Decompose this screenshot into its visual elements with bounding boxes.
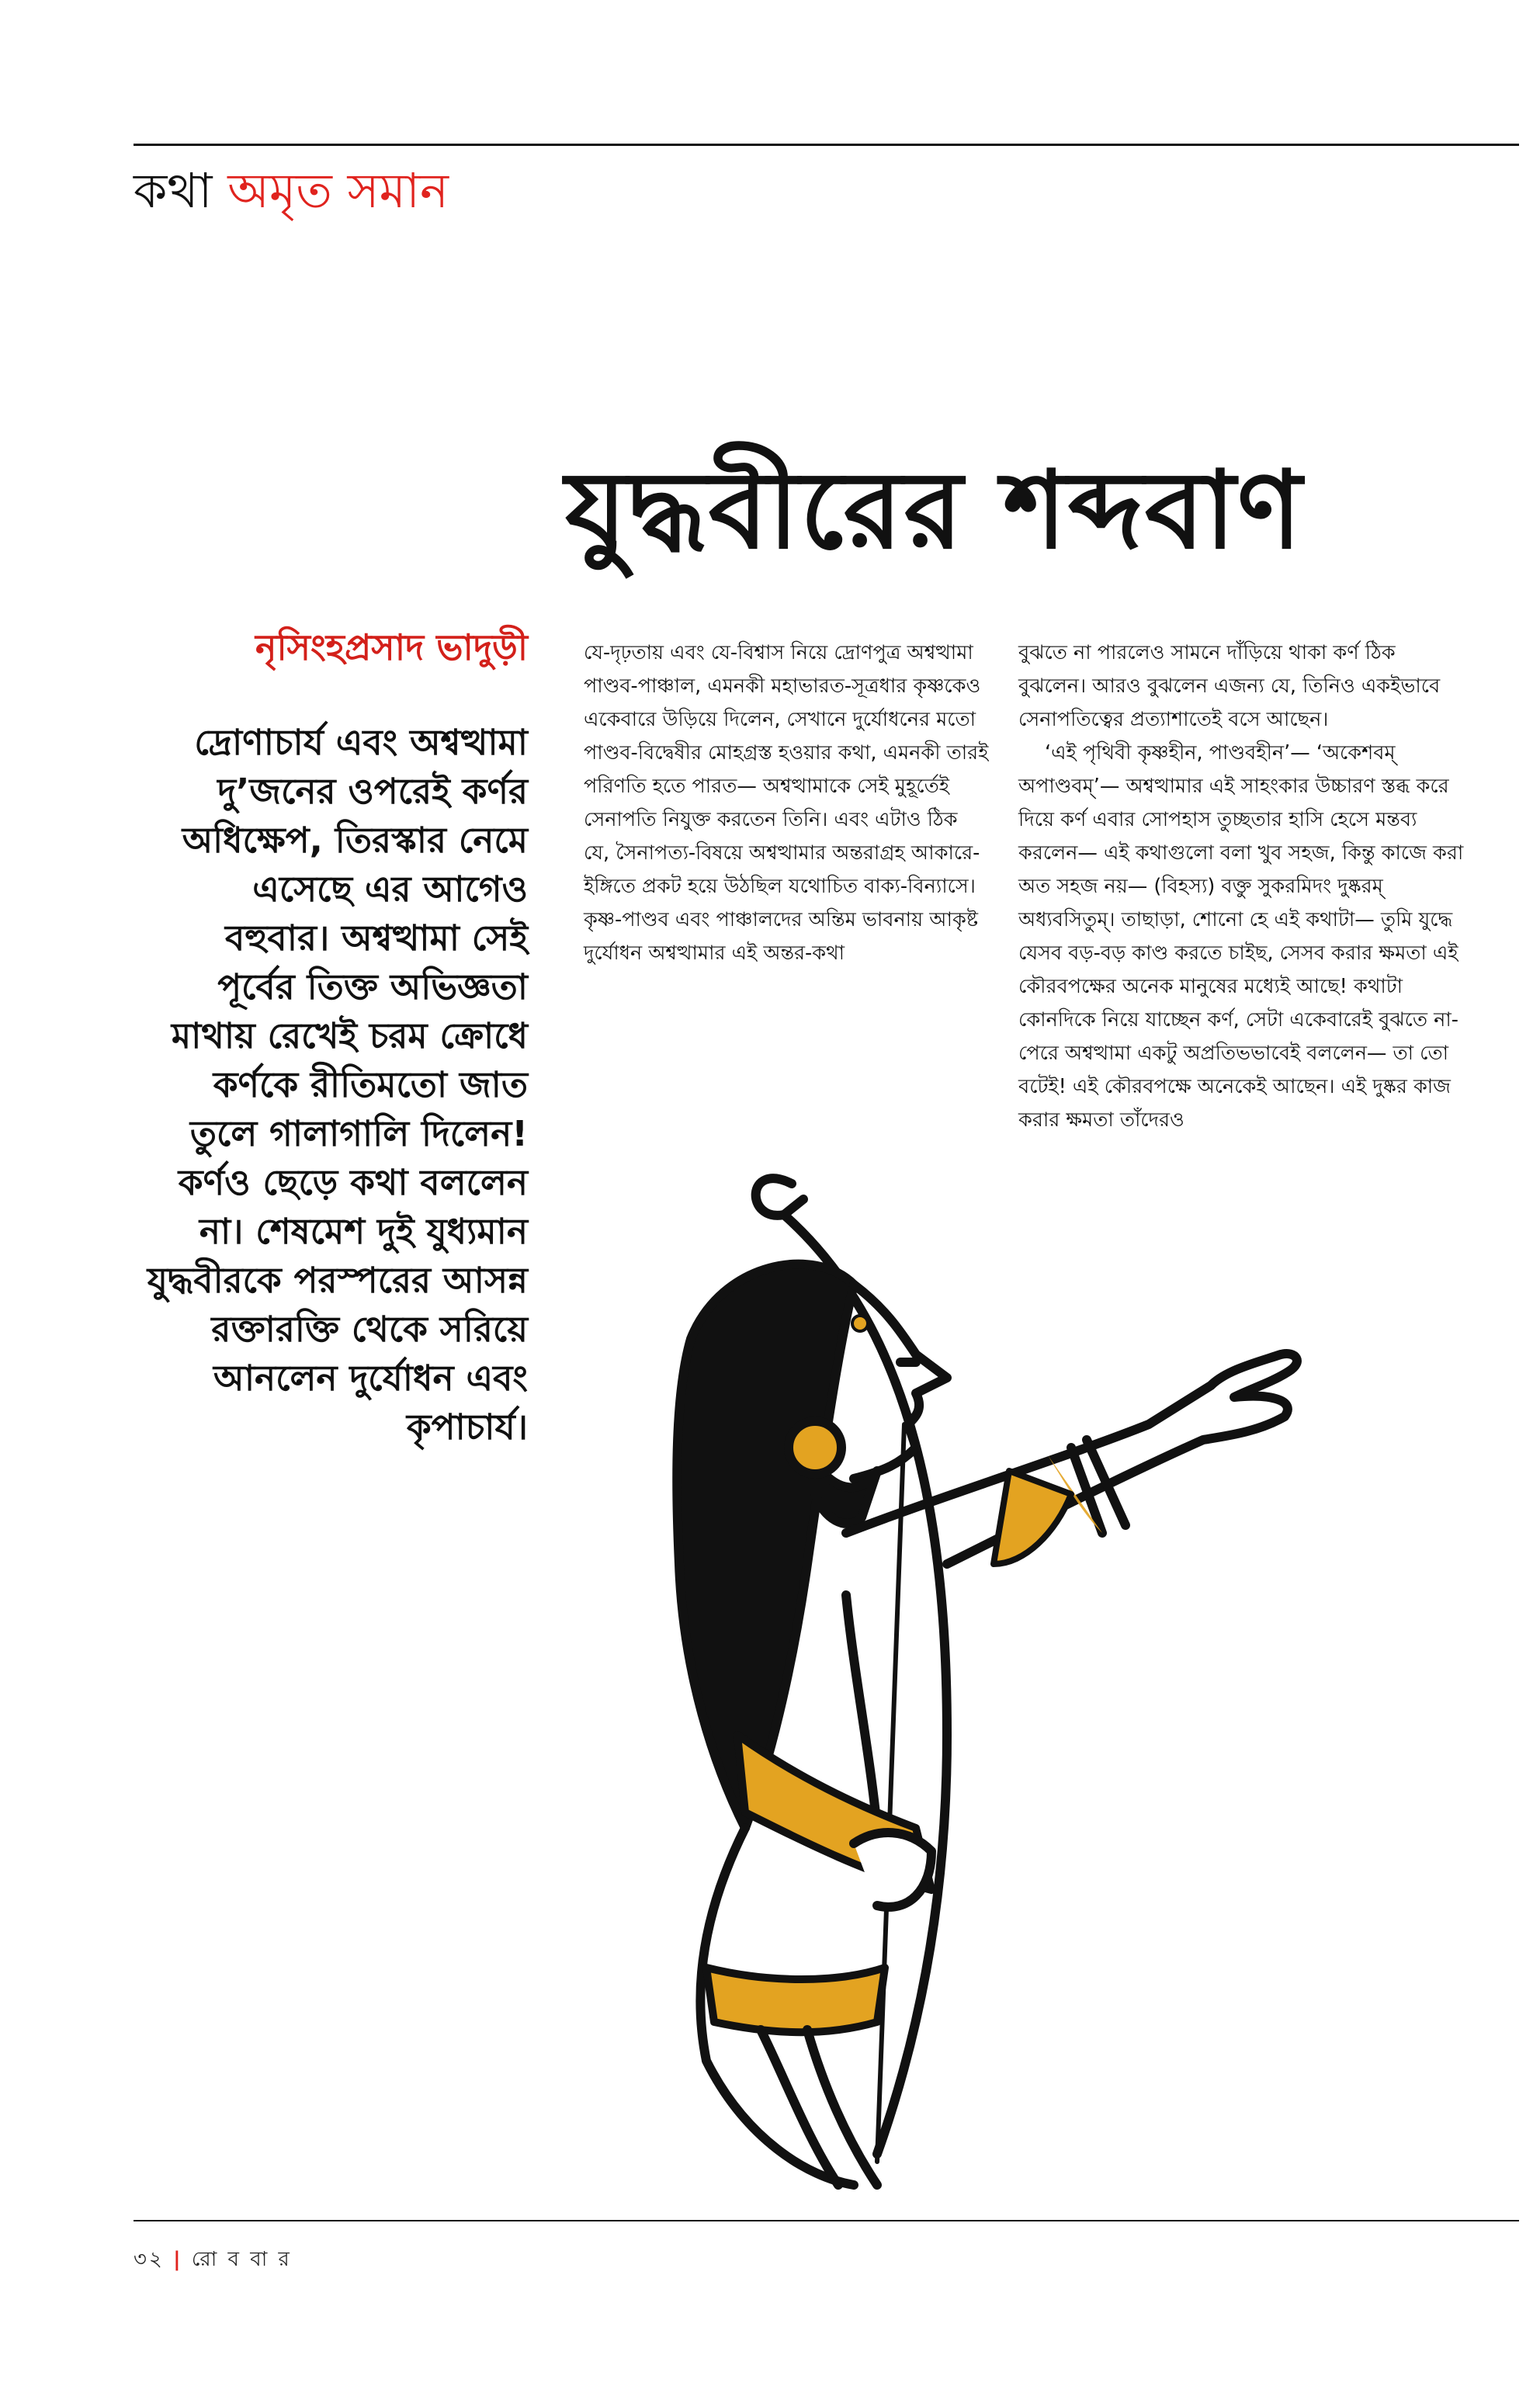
intro-pullquote: দ্রোণাচার্য এবং অশ্বত্থামা দু’জনের ওপরেই কর্ণর অধিক্ষেপ, তিরস্কার নেমে এসেছে এর আগেও বহুবার। অশ্বত্থামা সেই পূর্বের তিক্ত অভিজ্ঞতা মাথায় রেখেই চরম ক্রোধে কর্ণকে রীতিমতো জাত তুলে গালাগালি দিলেন! কর্ণও ছেড়ে কথা বললেন না। শেষমেশ দুই যুধ্যমান যুদ্ধবীরকে পরস্পরের আসন্ন রক্তারক্তি থেকে সরিয়ে আনলেন দুর্যোধন এবং কৃপাচার্য। [147,722,528,1448]
magazine-name: রো ব বা র [191,2248,292,2271]
section-highlight: অমৃত সমান [227,162,449,219]
section-prefix: কথা [134,162,213,219]
warrior-pointing-illustration [512,1129,1413,2204]
author-byline: নৃসিংহপ্রসাদ ভাদুড়ী [255,626,528,668]
body-column-2 [1018,636,1469,1137]
body-paragraph: ‘এই পৃথিবী কৃষ্ণহীন, পাণ্ডবহীন’— ‘অকেশবম্ অপাণ্ডবম্’— অশ্বত্থামার এই সাহংকার উচ্চারণ স্তব্ধ করে দিয়ে কর্ণ এবার সোপহাস তুচ্ছতার হাসি হেসে মন্তব্য করলেন— এই কথাগুলো বলা খুব সহজ, কিন্তু কাজে করা অত সহজ নয়— (বিহস্য) বক্তু সুকরমিদং দুষ্করম্ অধ্যবসিতুম্। তাছাড়া, শোনো হে এই কথাটা— তুমি যুদ্ধে যেসব বড়-বড় কাণ্ড করতে চাইছ, সেসব করার ক্ষমতা এই কৌরবপক্ষের অনেক মানুষের মধ্যেই আছে! কথাটা কোনদিকে নিয়ে যাচ্ছেন কর্ণ, সেটা একেবারেই বুঝতে না-পেরে অশ্বত্থামা একটু অপ্রতিভভাবেই বললেন— তা তো বটেই! এই কৌরবপক্ষে অনেকেই আছেন। এই দুষ্কর কাজ করার ক্ষমতা তাঁদেরও [1018,741,1464,1132]
page-footer [134,2243,292,2277]
body-column-1 [584,636,989,970]
footer-separator: | [173,2248,183,2271]
section-label [134,162,449,219]
page-number: ৩২ [134,2248,165,2271]
bottom-rule [134,2220,1519,2221]
body-paragraph: যে-দৃঢ়তায় এবং যে-বিশ্বাস নিয়ে দ্রোণপুত্র অশ্বত্থামা পাণ্ডব-পাঞ্চাল, এমনকী মহাভারত-সূত্রধার কৃষ্ণকেও একেবারে উড়িয়ে দিলেন, সেখানে দুর্যোধনের মতো পাণ্ডব-বিদ্বেষীর মোহগ্রস্ত হওয়ার কথা, এমনকী তারই পরিণতি হতে পারত— অশ্বত্থামাকে সেই মুহূর্তেই সেনাপতি নিযুক্ত করতেন তিনি। এবং এটাও ঠিক যে, সৈনাপত্য-বিষয়ে অশ্বত্থামার অন্তরাগ্রহ আকারে-ইঙ্গিতে প্রকট হয়ে উঠছিল যথোচিত বাক্য-বিন্যাসে। কৃষ্ণ-পাণ্ডব এবং পাঞ্চালদের অন্তিম ভাবনায় আকৃষ্ট দুর্যোধন অশ্বত্থামার এই অন্তর-কথা [584,641,989,965]
top-rule [134,144,1519,146]
body-paragraph: বুঝতে না পারলেও সামনে দাঁড়িয়ে থাকা কর্ণ ঠিক বুঝলেন। আরও বুঝলেন এজন্য যে, তিনিও একইভাবে সেনাপতিত্বের প্রত্যাশাতেই বসে আছেন। [1018,641,1441,731]
headline: যুদ্ধবীরের শব্দবাণ [565,446,1304,573]
